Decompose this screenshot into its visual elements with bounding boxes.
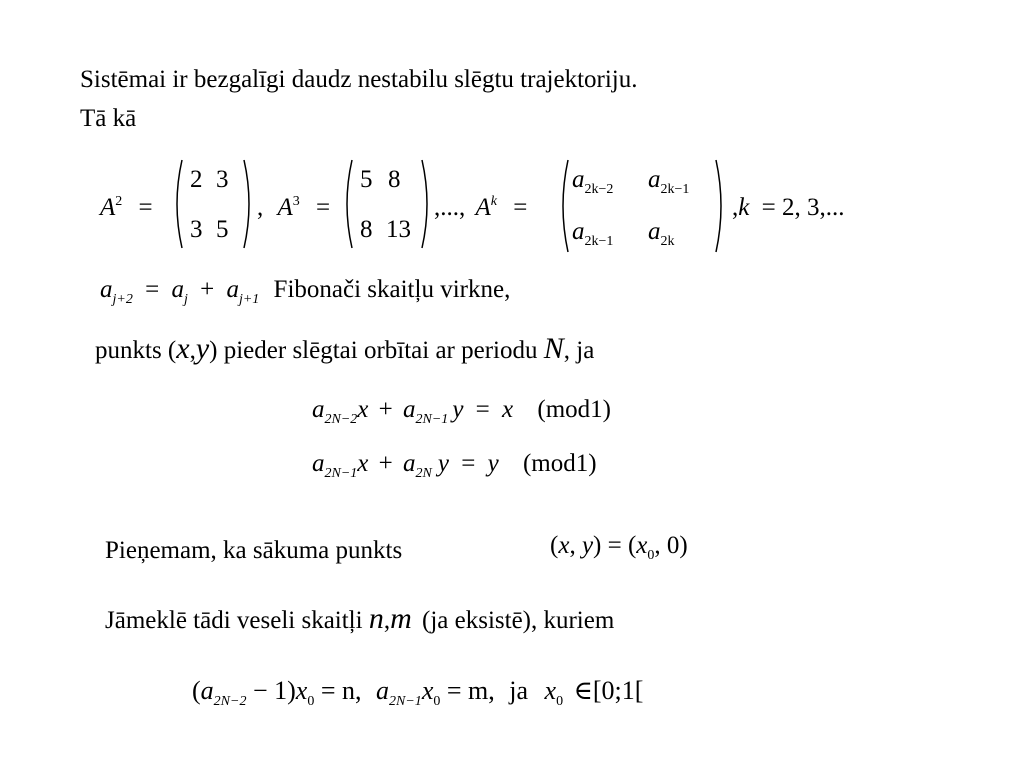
m-symbol: m	[390, 602, 412, 635]
y-symbol: y	[452, 396, 464, 423]
x-symbol: x	[357, 450, 369, 477]
subscript: 2N−1	[324, 466, 358, 481]
comma: ,	[189, 337, 196, 364]
a-symbol: a	[312, 450, 325, 477]
y-symbol: y	[437, 450, 449, 477]
a-symbol: a	[100, 276, 113, 303]
subscript: 2k−1	[584, 234, 614, 249]
matrix-cell: 5	[216, 216, 229, 243]
subscript: 2k−1	[660, 182, 690, 197]
element-of-sign: ∈	[573, 676, 593, 705]
x-symbol: x	[176, 332, 190, 365]
k-values: = 2, 3,...	[761, 194, 845, 221]
y-symbol: y	[487, 450, 499, 477]
a-symbol: a	[572, 218, 585, 245]
fibonacci-text: Fibonači skaitļu virkne,	[273, 276, 511, 303]
right-paren-icon	[714, 158, 728, 254]
plus-sign: +	[378, 450, 393, 477]
a-symbol: A	[100, 194, 116, 221]
mod-label: (mod1)	[537, 396, 611, 423]
subscript: 2N−1	[389, 694, 422, 709]
comma: ,	[383, 607, 391, 634]
subscript: 2N−2	[324, 412, 358, 427]
a-symbol: A	[475, 194, 491, 221]
a-symbol: a	[200, 676, 214, 705]
equals-sign: ) = (	[593, 532, 637, 559]
y-symbol: y	[195, 332, 210, 365]
equals-sign: =	[316, 194, 331, 221]
subscript: 0	[307, 694, 315, 709]
left-paren: (	[550, 532, 559, 559]
a-symbol: A	[277, 194, 293, 221]
orbit-line	[95, 334, 594, 366]
subscript: j+1	[238, 292, 260, 307]
a-symbol: a	[376, 676, 390, 705]
exponent-2: 2	[115, 194, 123, 209]
minus-one: − 1)	[246, 676, 296, 705]
right-paren-icon	[242, 158, 256, 250]
ellipsis: ,...,	[434, 194, 466, 221]
a-symbol: a	[171, 276, 184, 303]
equals-m: = m,	[440, 676, 495, 705]
matrix-cell: 3	[216, 166, 229, 193]
interval: [0;1[	[592, 676, 644, 705]
orbit-mid: ) pieder slēgtai orbītai ar periodu	[209, 337, 538, 364]
matrix-a2	[170, 158, 255, 250]
matrix-cell	[572, 166, 614, 197]
equals-sign: =	[513, 194, 528, 221]
assume-text: Pieņemam, ka sākuma punkts	[105, 537, 403, 564]
ja-word: ja	[509, 676, 529, 705]
comma: ,	[257, 194, 264, 221]
matrix-cell	[648, 218, 675, 249]
x-symbol: x	[544, 676, 557, 705]
n-symbol: n	[368, 602, 384, 635]
find-line	[105, 604, 614, 636]
equals-sign: =	[138, 194, 153, 221]
subscript: 0	[433, 694, 441, 709]
right-paren-icon	[420, 158, 434, 250]
plus-sign: +	[378, 396, 393, 423]
matrix-cell: 8	[360, 216, 373, 243]
matrix-cell: 13	[386, 216, 411, 243]
k-symbol: k	[738, 194, 750, 221]
subscript: j	[183, 292, 188, 307]
heading-line-2: Tā kā	[80, 105, 137, 132]
heading-line-1: Sistēmai ir bezgalīgi daudz nestabilu slēgtu trajektoriju.	[80, 66, 638, 93]
equals-n: = n,	[314, 676, 362, 705]
final-equation	[192, 676, 644, 709]
a-symbol: a	[226, 276, 239, 303]
n-symbol: N	[543, 332, 564, 365]
a-symbol: a	[403, 396, 416, 423]
plus-sign: +	[200, 276, 215, 303]
orbit-post: , ja	[563, 337, 595, 364]
subscript: 2N	[415, 466, 432, 481]
subscript: 2k−2	[584, 182, 614, 197]
exponent-k: k	[490, 194, 497, 209]
left-paren-icon	[556, 158, 570, 254]
subscript: 2k	[660, 234, 675, 249]
assume-equation	[550, 532, 688, 563]
equals-sign: =	[461, 450, 476, 477]
x-symbol: x	[295, 676, 308, 705]
matrix-cell: 2	[190, 166, 203, 193]
a-symbol: a	[648, 166, 661, 193]
subscript: 2N−1	[415, 412, 449, 427]
mod-label: (mod1)	[522, 450, 597, 477]
x-symbol: x	[558, 532, 570, 559]
subscript: j+2	[112, 292, 133, 307]
subscript: 2N−2	[213, 694, 247, 709]
orbit-pre: punkts (	[95, 337, 177, 364]
k-range	[732, 194, 844, 222]
find-pre: Jāmeklē tādi veseli skaitļi	[105, 607, 363, 634]
matrix-ak	[556, 158, 728, 254]
system-equation-2	[312, 450, 597, 481]
y-symbol: y	[581, 532, 594, 559]
matrix-cell: 8	[388, 166, 401, 193]
matrix-cell	[648, 166, 690, 197]
a-symbol: a	[648, 218, 661, 245]
x-symbol: x	[357, 396, 369, 423]
left-paren-icon	[340, 158, 354, 250]
left-paren: (	[192, 676, 201, 705]
tail: , 0)	[654, 532, 688, 559]
equals-sign: =	[145, 276, 160, 303]
subscript: 0	[556, 694, 564, 709]
a-symbol: a	[572, 166, 585, 193]
matrix-cell: 5	[360, 166, 373, 193]
x-symbol: x	[502, 396, 514, 423]
matrix-cell	[572, 218, 614, 249]
ak-lhs	[434, 194, 527, 222]
a2-lhs	[100, 194, 153, 222]
find-post: (ja eksistē), kuriem	[422, 607, 615, 634]
system-equation-1	[312, 396, 611, 427]
a3-lhs	[257, 194, 330, 222]
a-symbol: a	[312, 396, 325, 423]
fibonacci-line	[100, 276, 511, 307]
a-symbol: a	[403, 450, 416, 477]
matrix-cell: 3	[190, 216, 203, 243]
comma: ,	[732, 194, 739, 221]
matrix-a3	[340, 158, 432, 250]
comma: ,	[569, 532, 576, 559]
subscript: 0	[647, 548, 655, 563]
x-symbol: x	[636, 532, 648, 559]
left-paren-icon	[170, 158, 184, 250]
exponent-3: 3	[292, 194, 300, 209]
equals-sign: =	[475, 396, 490, 423]
x-symbol: x	[421, 676, 434, 705]
